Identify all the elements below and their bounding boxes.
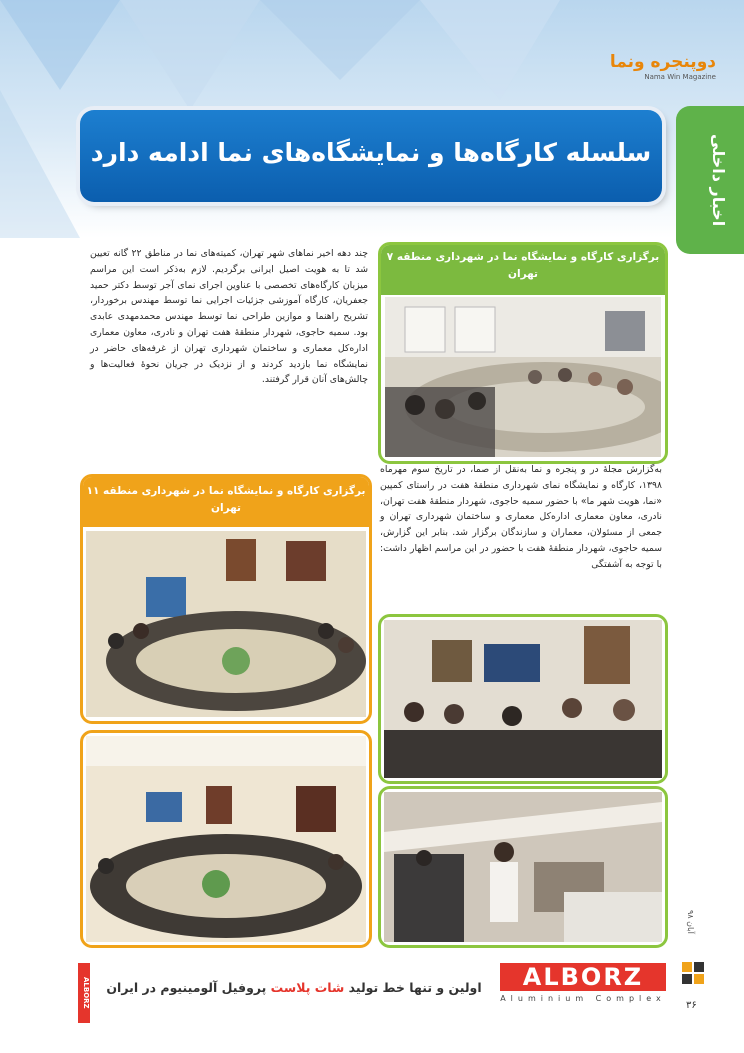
photo-caption-zone7: برگزاری کارگاه و نمایشگاه نما در شهرداری منطقه ۷ تهران — [381, 245, 665, 295]
photo-frame-speakers — [378, 614, 668, 784]
section-tab-label: اخبار داخلی — [709, 133, 728, 227]
edge-brand-tag: ALBORZ — [78, 963, 90, 1023]
photo-frame-zone7 — [378, 242, 668, 464]
alborz-brand: ALBORZ — [500, 963, 666, 991]
magazine-logo-fa: دوپنجره ونما — [609, 52, 716, 72]
alborz-logo — [500, 963, 666, 1007]
issue-date: آبان ۹۸ — [686, 910, 695, 934]
slogan-before: اولین و تنها خط تولید — [348, 980, 482, 995]
article-text-left: چند دهه اخیر نماهای شهر تهران، کمیته‌های نما در مناطق ۲۲ گانه تعیین شد تا به هویت اصیل ایرانی برگردیم. لازم به‌ذکر است این مراسم میزبان کارگاه‌های تخصصی با عناوین اجرای نمای آجر توسط دکتر حمید جعفریان، کارگاه آموزشی جزئیات اجرایی نما توسط مهندس برخوردار، تشریح راهنما و موازین طراحی نما توسط مهندس محمدمهدی عابدی بود. سمیه حاجوی، شهردار منطقهٔ هفت تهران و نادری، معاون معماری اداره‌کل معماری و ساختمان شهرداری تهران از غرفه‌های حاضر در نمایشگاه نما بازدید کردند و از نزدیک در جریان نحوهٔ فعالیت‌ها و چالش‌های آنان قرار گرفتند. — [90, 248, 368, 386]
article-text-right: به‌گزارش مجلهٔ در و پنجره و نما به‌نقل از صما، در تاریخ سوم مهرماه ۱۳۹۸، کارگاه و نمایشگاه نمای شهرداری منطقهٔ هفت در راستای کمپین «نما، هویت شهر ما» با حضور سمیه حاجوی، شهردار منطقهٔ هفت تهران، نادری، معاون معماری اداره‌کل معماری و ساختمان شهرداری تهران و جمعی از مسئولان، معماران و سازندگان برگزار شد. بنابر این گزارش، سمیه حاجوی، شهردار منطقهٔ هفت با حضور در این مراسم اظهار داشت: با توجه به آشفتگی — [380, 464, 662, 570]
photo-conference-zone11 — [86, 531, 366, 717]
photo-frame-booth — [378, 786, 668, 948]
article-title: سلسله کارگاه‌ها و نمایشگاه‌های نما ادامه دارد — [90, 138, 652, 167]
alborz-sub: Aluminium Complex — [500, 994, 666, 1003]
photo-booth — [384, 792, 662, 942]
photo-frame-hall — [80, 730, 372, 948]
magazine-logo — [576, 52, 716, 90]
magazine-logo-en: Nama Win Magazine — [644, 73, 716, 81]
page-corner-icon — [680, 960, 710, 990]
photo-caption-zone11: برگزاری کارگاه و نمایشگاه نما در شهرداری منطقه ۱۱ تهران — [83, 477, 369, 527]
slogan-highlight: شات پلاست — [270, 980, 345, 995]
photo-hall — [86, 736, 366, 942]
page-number: ۳۶ — [686, 1000, 697, 1011]
photo-frame-zone11 — [80, 474, 372, 724]
article-title-box — [80, 110, 662, 202]
slogan-after: پروفیل آلومینیوم در ایران — [106, 980, 267, 995]
photo-speakers — [384, 620, 662, 778]
footer-slogan — [104, 980, 484, 995]
section-tab — [676, 106, 744, 254]
photo-conference-zone7 — [385, 297, 661, 457]
